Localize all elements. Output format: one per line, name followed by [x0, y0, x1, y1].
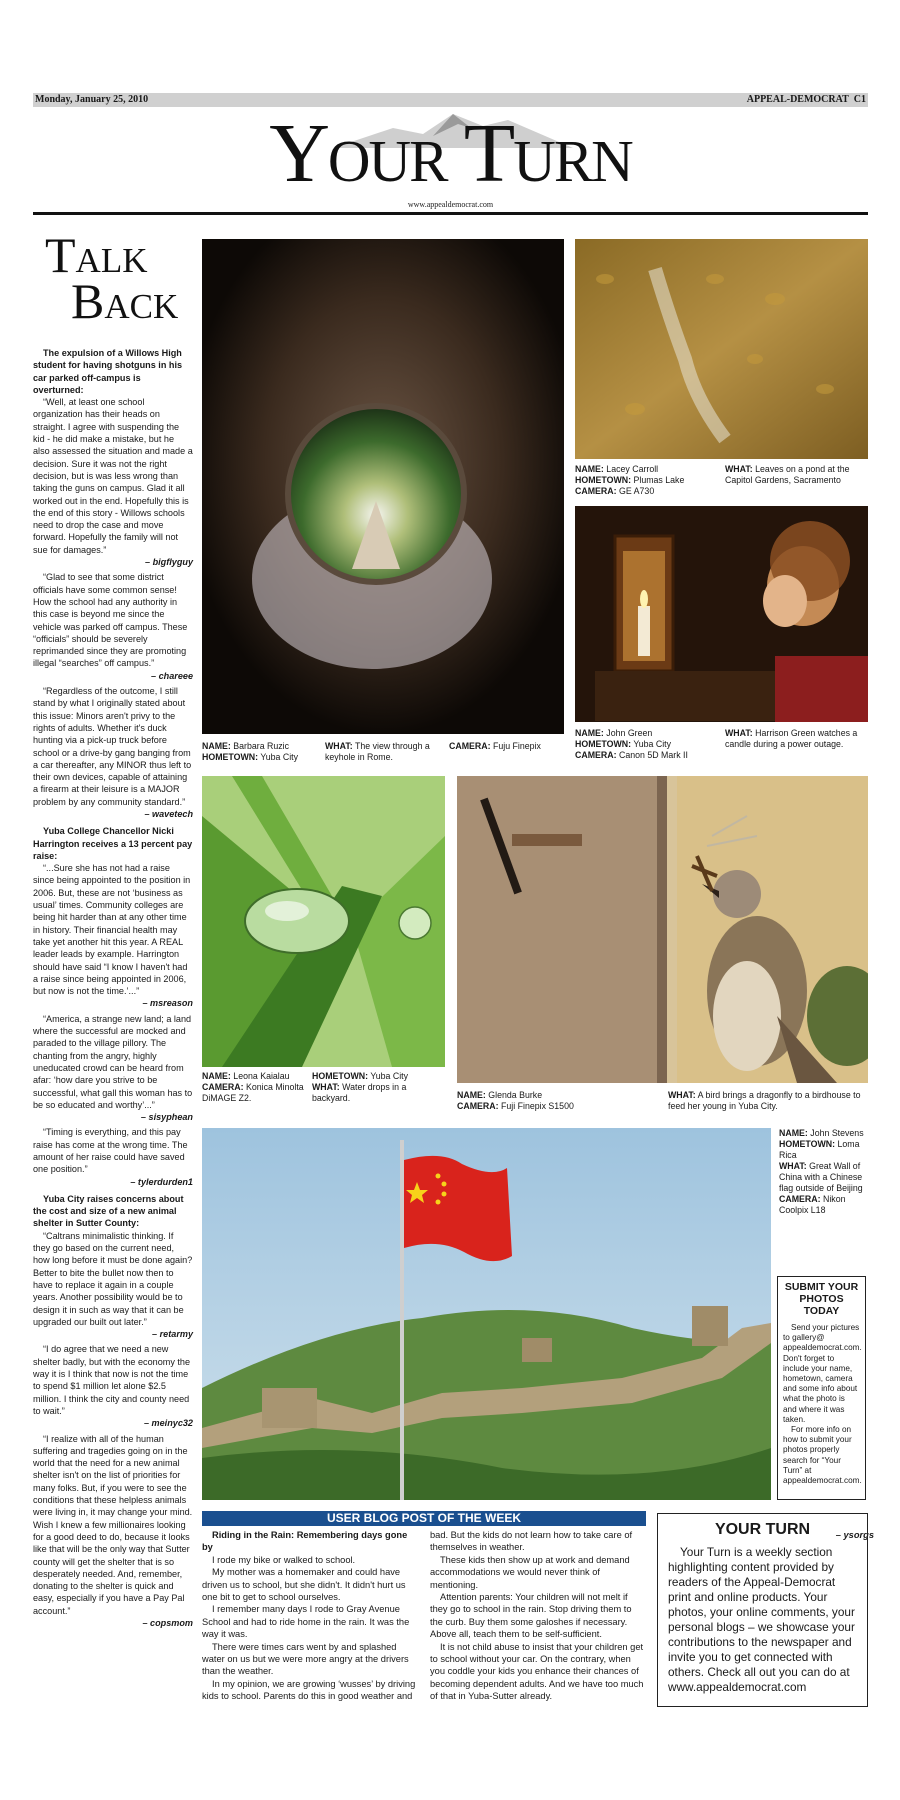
blog-paragraph: It is not child abuse to insist that your children get to school without your car. On the contrary, when you coddle your kids you enhance their chances of becoming dependent adults. And we have too much of that in Yuba-Sutter already.: [430, 1641, 644, 1702]
comment-author: – sisyphean: [140, 1112, 193, 1123]
comment: “Timing is everything, and this pay raise has come at the wrong time. The amount of her raise could have saved one position.”: [33, 1127, 188, 1175]
photo-water[interactable]: [202, 776, 445, 1067]
caption-bird: NAME: Glenda Burke CAMERA: Fuji Finepix S1500: [457, 1090, 574, 1111]
topic-head: Yuba College Chancellor Nicki Harrington receives a 13 percent pay raise:: [33, 826, 193, 861]
comment-author: – retarmy: [152, 1329, 193, 1340]
blog-paragraph: I remember many days I rode to Gray Avenue School and had to ride home in the rain. It was the way it was.: [202, 1604, 410, 1640]
comment-author: – msreason: [142, 998, 193, 1009]
submit-instructions: Send your pictures to gallery@ appealdemocrat.com. Don't forget to include your name, hometown, camera and some info about what the photo is and where it was taken.: [783, 1323, 862, 1424]
paper-name: APPEAL-DEMOCRAT C1: [746, 94, 866, 105]
blog-paragraph: I rode my bike or walked to school.: [212, 1554, 356, 1565]
your-turn-description: Your Turn is a weekly section highlighting content provided by readers of the Appeal-Democrat print and online products. Your photos, your online comments, your personal blogs – we showcase your contributions to the newspaper and invite you to get connected with others. Check all out you can do at www.appealdemocrat.com: [668, 1545, 855, 1694]
comment: “Glad to see that some district officials have some common sense! How the school had any authority in this case is beyond me since the vehicle was parked off campus. These “officials” should be severely reprimanded since they are promoting illegal “searches” off campus.”: [33, 572, 188, 669]
comment-author: – meinyc32: [143, 1418, 193, 1429]
comment: “Caltrans minimalistic thinking. If they go based on the current need, how long before it must be done again? Better to bite the bullet now then to have to replace it again in a couple years. Another possibility would be to design it in such as way that it can be upgraded our built out later.”: [33, 1230, 193, 1327]
masthead: [33, 108, 868, 212]
blog-paragraph: There were times cars went by and splashed water on us but we were more angry at the drivers than the weather.: [202, 1641, 409, 1677]
caption-leaves-what: WHAT: Leaves on a pond at the Capitol Gardens, Sacramento: [725, 464, 850, 485]
caption-keyhole-camera: CAMERA: Fuju Finepix: [449, 741, 541, 751]
topic-head: Yuba City raises concerns about the cost and size of a new animal shelter in Sutter County:: [33, 1193, 184, 1229]
blog-paragraph: These kids then show up at work and demand accommodations we would never think of mentioning.: [430, 1554, 630, 1590]
your-turn-box: [657, 1513, 868, 1707]
photo-candle[interactable]: [575, 506, 868, 722]
great-wall-image: [202, 1128, 771, 1500]
photo-leaves[interactable]: [575, 239, 868, 459]
talkback-title: Talk Back: [45, 227, 179, 329]
bird-image: [457, 776, 868, 1083]
your-turn-heading: YOUR TURN: [714, 1521, 811, 1538]
header-rule: [33, 212, 868, 215]
page-title: Your Turn: [269, 107, 632, 200]
comment: “I realize with all of the human suffering and tragedies going on in the world that the need for a new animal shelter isn't on the list of priorities for many folks. But, if you were to see the conditions that these helpless animals were living in, it may change your mind. Wish I knew a few millionaires looking for a good deed to do, because it looks like that will be the only way that Sutter county will get the shelter that is so desperately needed. And, remember, donating to the shelter is quick and easy, especially if you have a Pay Pal account.”: [33, 1433, 193, 1616]
page-number: C1: [853, 94, 866, 105]
comment: “Regardless of the outcome, I still stand by what I originally stated about this issue: Minors aren't privy to the rights of adults. Whether it's duck hunting via a pick-up truck before school or a drive-by gang banging from a car thereafter, any MINOR thus left to their own devices, capable of attaining a firearm at their leisure is a MAJOR problem by any community standard.”: [33, 686, 192, 807]
comment-author: – chareee: [151, 670, 193, 681]
blog-author: – ysorgs: [835, 1530, 874, 1540]
comment-author: – copsmom: [142, 1617, 193, 1628]
blog-title: Riding in the Rain: Remembering days gone by: [202, 1530, 408, 1553]
submit-photos-box: [777, 1276, 866, 1500]
masthead-url[interactable]: www.appealdemocrat.com: [407, 200, 494, 209]
submit-more-info: For more info on how to submit your photos properly search for “Your Turn” at appealdemocrat.com.: [783, 1425, 862, 1486]
photo-keyhole[interactable]: [202, 239, 564, 734]
topic-head: The expulsion of a Willows High student for having shotguns in his car parked off-campus is overturned:: [33, 348, 183, 395]
caption-wall: NAME: John Stevens HOMETOWN: Loma Rica WHAT: Great Wall of China with a Chinese flag outside of Beijing CAMERA: Nikon Coolpix L18: [779, 1128, 864, 1215]
photo-great-wall[interactable]: [202, 1128, 771, 1500]
talkback-column: [33, 342, 193, 1632]
water-image: [202, 776, 445, 1067]
candle-image: [575, 506, 868, 722]
caption-candle-what: WHAT: Harrison Green watches a candle during a power outage.: [725, 728, 858, 749]
comment-author: – tylerdurden1: [130, 1176, 193, 1187]
blog-paragraph: In my opinion, we are growing ‘wusses’ by driving kids to school. Parents do this in good weather and bad. But the kids do not learn how to take care of themselves in weather.: [202, 1530, 633, 1702]
photo-bird[interactable]: [457, 776, 868, 1083]
caption-water-what: HOMETOWN: Yuba City WHAT: Water drops in a backyard.: [312, 1071, 408, 1103]
blog-banner: USER BLOG POST OF THE WEEK: [202, 1511, 646, 1526]
blog-paragraph: My mother was a homemaker and could have driven us to school, but she didn't. It didn't hurt us one bit to get to school ourselves.: [202, 1567, 406, 1603]
comment: “...Sure she has not had a raise since being appointed to the position in 2006. But, these are not ‘business as usual’ times. Community colleges are being hit harder than at any other time in history. Their financial health may take yet another hit this year. A REAL leader leads by example. Harrington should have said “I know I haven't had a raise since being appointed in 2006, but now is not the time.’...”: [33, 863, 191, 997]
issue-date: Monday, January 25, 2010: [35, 94, 149, 105]
comment: “America, a strange new land; a land where the successful are mocked and paraded to the village pillory. The chanting from the angry, highly uneducated crowd can be heard from afar: ‘how dare you strive to be successful, what gall this woman has to be so educated and worthy’...”: [33, 1013, 193, 1110]
caption-water: NAME: Leona Kaialau CAMERA: Konica Minolta DiMAGE Z2.: [202, 1071, 304, 1103]
leaves-image: [575, 239, 868, 459]
caption-keyhole-what: WHAT: The view through a keyhole in Rome.: [325, 741, 430, 762]
blog-paragraph: Attention parents: Your children will not melt if they go to school in the rain. Stop driving them to the curb. Buy them some galoshes if necessary. Above all, teach them to be self-sufficient.: [430, 1592, 632, 1640]
comment-author: – wavetech: [144, 808, 193, 819]
caption-leaves: NAME: Lacey Carroll HOMETOWN: Plumas Lake CAMERA: GE A730: [575, 464, 685, 496]
keyhole-image: [202, 239, 564, 734]
comment-author: – bigflyguy: [145, 557, 193, 568]
caption-keyhole: NAME: Barbara Ruzic HOMETOWN: Yuba City: [202, 741, 298, 762]
comment: “I do agree that we need a new shelter badly, but with the economy the way it is I think that now is not the time to spend $1 million let alone $2.5 million. I think the city and county need to wait.”: [33, 1344, 191, 1416]
submit-heading: SUBMIT YOUR PHOTOS TODAY: [784, 1281, 859, 1317]
caption-candle: NAME: John Green HOMETOWN: Yuba City CAMERA: Canon 5D Mark II: [575, 728, 688, 760]
date-bar: [33, 93, 868, 107]
caption-bird-what: WHAT: A bird brings a dragonfly to a birdhouse to feed her young in Yuba City.: [668, 1090, 861, 1111]
comment: “Well, at least one school organization has their heads on straight. I agree with suspending the kid - he did make a mistake, but he also assessed the situation and made a decision. Sure it was not the right decision, but is was less wrong than taking the guns on campus. Glad it all worked out in the end. Hopefully this is the end of this story - Willows schools need to drop the case and move forward. Hopefully the family will not sue for damages.”: [33, 397, 193, 555]
